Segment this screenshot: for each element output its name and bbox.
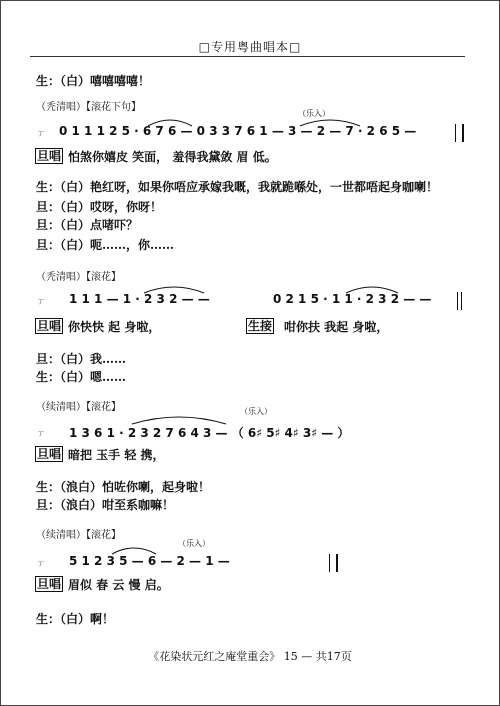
dialogue-line: 旦：（白）哎呀，你呀！ bbox=[36, 200, 163, 214]
key-signature: ㄒ bbox=[36, 429, 44, 438]
singer-label: 生接 bbox=[248, 319, 273, 333]
jianpu-notes: 0 1 1 1 2 5 · 6 7 6 — 0 3 3 7 6 1 — 3 — 2 — 7 · 2 6 5 — bbox=[59, 124, 417, 138]
singing-mode-label: （续清唱）【滚花】 bbox=[36, 530, 121, 541]
notation-row bbox=[59, 424, 464, 442]
dialogue-line: 旦：（浪白）咁至系咖嘛！ bbox=[36, 498, 175, 512]
lyrics-line: 你快快 起 身啦， bbox=[68, 320, 161, 334]
singing-mode-label: （秃清唱）【滚花下句】 bbox=[36, 102, 141, 113]
slur bbox=[299, 116, 361, 128]
dialogue-line: 生：（浪白）怕咗你喇，起身啦！ bbox=[36, 480, 211, 494]
singer-label: 旦唱 bbox=[37, 447, 62, 461]
notation-row bbox=[59, 554, 464, 572]
notation-row bbox=[59, 292, 464, 310]
lyrics-line: 眉似 春 云 慢 启。 bbox=[68, 578, 169, 592]
lyrics-line: 怕煞你嬉皮 笑面， 羞得我黛敛 眉 低。 bbox=[68, 150, 277, 164]
singer-label: 旦唱 bbox=[37, 149, 62, 163]
singing-mode-label: （续清唱）【滚花】 bbox=[36, 402, 121, 413]
lyrics-line: 咁你扶 我起 身啦， bbox=[284, 320, 389, 334]
slur bbox=[147, 116, 193, 128]
slur bbox=[131, 414, 227, 426]
slur bbox=[111, 544, 157, 556]
jianpu-notes: 5 1 2 3 5 — 6 — 2 — 1 — bbox=[69, 554, 230, 568]
music-cue: （乐入） bbox=[178, 539, 210, 548]
lyrics-line: 暗把 玉手 轻 携， bbox=[68, 448, 165, 462]
key-signature: ㄒ bbox=[36, 297, 44, 306]
key-signature: ㄒ bbox=[36, 559, 44, 568]
music-cue: （乐入） bbox=[240, 407, 272, 416]
dialogue-line: 生：（白）嘻嘻嘻嘻！ bbox=[36, 74, 151, 88]
page-header: □专用粤曲唱本□ bbox=[198, 40, 302, 54]
singing-mode-label: （秃清唱）【滚花】 bbox=[36, 272, 121, 283]
barline bbox=[457, 292, 462, 310]
dialogue-line: 生：（白）嗯…… bbox=[36, 370, 127, 384]
music-cue: （乐入） bbox=[298, 109, 330, 118]
jianpu-notes: 1 3 6 1 · 2 3 2 7 6 4 3 — （ 6♯ 5♯ 4♯ 3♯ — ） bbox=[69, 426, 350, 440]
slur bbox=[345, 283, 399, 295]
key-signature: ㄒ bbox=[36, 129, 44, 138]
dialogue-line: 生：（白）艳红呀，如果你唔应承嫁我嘅，我就跪喺处，一世都唔起身咖喇！ bbox=[36, 180, 439, 194]
header-rule bbox=[30, 56, 465, 57]
final-barline bbox=[455, 124, 464, 142]
dialogue-line: 生：（白）啊！ bbox=[36, 612, 115, 626]
page-footer: 《花染状元红之庵堂重会》 15 — 共17页 bbox=[148, 650, 352, 663]
dialogue-line: 旦：（白）点啫吓？ bbox=[36, 218, 139, 232]
notation-row bbox=[59, 124, 464, 142]
jianpu-notes: 0 2 1 5 · 1 1 · 2 3 2 — — bbox=[273, 292, 432, 306]
singer-label: 旦唱 bbox=[37, 319, 62, 333]
dialogue-line: 旦：（白）我…… bbox=[36, 352, 127, 366]
slur bbox=[143, 283, 205, 295]
singer-label: 旦唱 bbox=[37, 577, 62, 591]
final-barline bbox=[329, 554, 338, 572]
jianpu-notes: 1 1 1 — 1 · 2 3 2 — — bbox=[69, 292, 210, 306]
dialogue-line: 旦：（白）呃……，你…… bbox=[36, 238, 175, 252]
